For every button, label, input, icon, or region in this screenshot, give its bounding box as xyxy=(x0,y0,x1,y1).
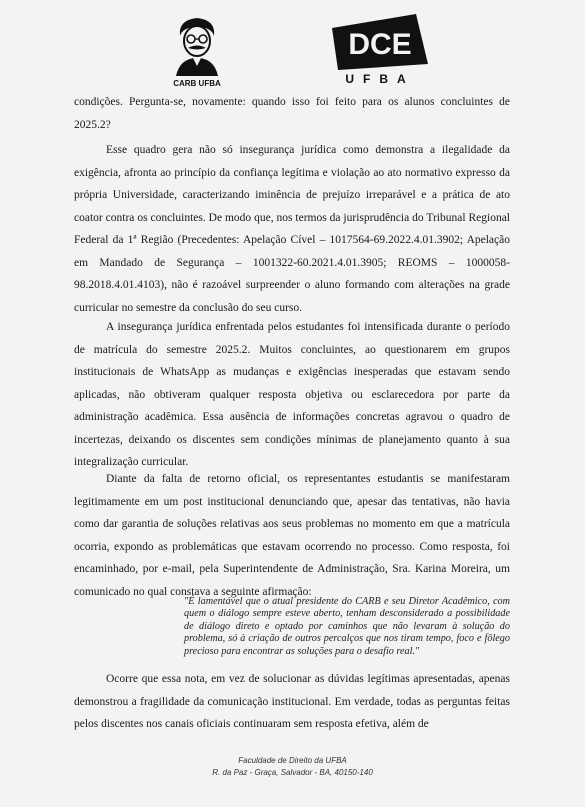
dce-logo xyxy=(332,14,428,84)
paragraph-2 xyxy=(74,139,510,319)
paragraph-5 xyxy=(74,668,510,736)
dce-emblem-icon xyxy=(332,14,428,70)
paragraph-text: condições. Pergunta-se, novamente: quando isso foi feito para os alunos concluintes de 2025.2? xyxy=(74,96,510,131)
block-quote xyxy=(184,596,510,658)
paragraph-4 xyxy=(74,468,510,603)
paragraph-text: Esse quadro gera não só insegurança jurídica como demonstra a ilegalidade da exigência, afronta ao princípio da confiança legítima e violação ao ato normativo expresso da própria Universidade, caracterizando iminência de prejuízo irreparável e a prática de ato coator contra os concluintes. De modo que, nos termos da jurisprudência do Tribunal Regional Federal da 1ª Região (Precedentes: Apelação Cível – 1017564-69.2022.4.01.3902; Apelação em Mandado de Segurança – 1001322-60.2021.4.01.3905; REOMS – 1000058-98.2018.4.01.4103), não é razoável surpreender o aluno formando com alterações na grade curricular no semestre da conclusão do seu curso. xyxy=(74,144,510,314)
page-footer xyxy=(0,755,585,779)
carb-portrait-icon xyxy=(172,14,222,76)
quote-text: "É lamentável que o atual presidente do CARB e seu Diretor Acadêmico, com quem o diálogo sempre esteve aberto, tenham desconsiderado a possibilidade de diálogo direto e optado por caminhos que não levaram à solução do problema, só à criação de outros percalços que nos tiram tempo, foco e fôlego precioso para encontrar as soluções para o desafio real." xyxy=(184,596,510,657)
paragraph-text: A insegurança jurídica enfrentada pelos estudantes foi intensificada durante o período de matrícula do semestre 2025.2. Muitos concluintes, ao questionarem em grupos institucionais de WhatsApp as mudanças e exigências inesperadas que estavam sendo aplicadas, não obtiveram qualquer resposta objetiva ou esclarecedora por parte da administração acadêmica. Essa ausência de informações concretas agravou o quadro de incertezas, deixando os discentes sem condições mínimas de planejamento quanto à sua integralização curricular. xyxy=(74,321,510,468)
carb-logo-text: CARB UFBA xyxy=(173,79,221,88)
dce-logo-subtitle: UFBA xyxy=(345,72,415,86)
paragraph-1 xyxy=(74,91,510,136)
paragraph-text: Ocorre que essa nota, em vez de solucionar as dúvidas legítimas apresentadas, apenas demonstrou a fragilidade da comunicação institucional. Em verdade, todas as perguntas feitas pelos discentes nos canais oficiais continuaram sem resposta efetiva, além de xyxy=(74,673,510,730)
paragraph-text: Diante da falta de retorno oficial, os representantes estudantis se manifestaram legitimamente em um post institucional denunciando que, apesar das tentativas, não havia como dar garantia de soluções relativas aos seus problemas no momento em que a matrícula ocorria, expondo as problemáticas que estavam ocorrendo no processo. Como resposta, foi encaminhado, por e-mail, pela Superintendente de Administração, Sra. Karina Moreira, um comunicado no qual constava a seguinte afirmação: xyxy=(74,473,510,598)
footer-address: R. da Paz - Graça, Salvador - BA, 40150-140 xyxy=(212,768,373,777)
paragraph-3 xyxy=(74,316,510,474)
footer-institution: Faculdade de Direito da UFBA xyxy=(238,756,347,765)
dce-logo-title: DCE xyxy=(348,28,412,61)
carb-logo xyxy=(172,14,222,88)
